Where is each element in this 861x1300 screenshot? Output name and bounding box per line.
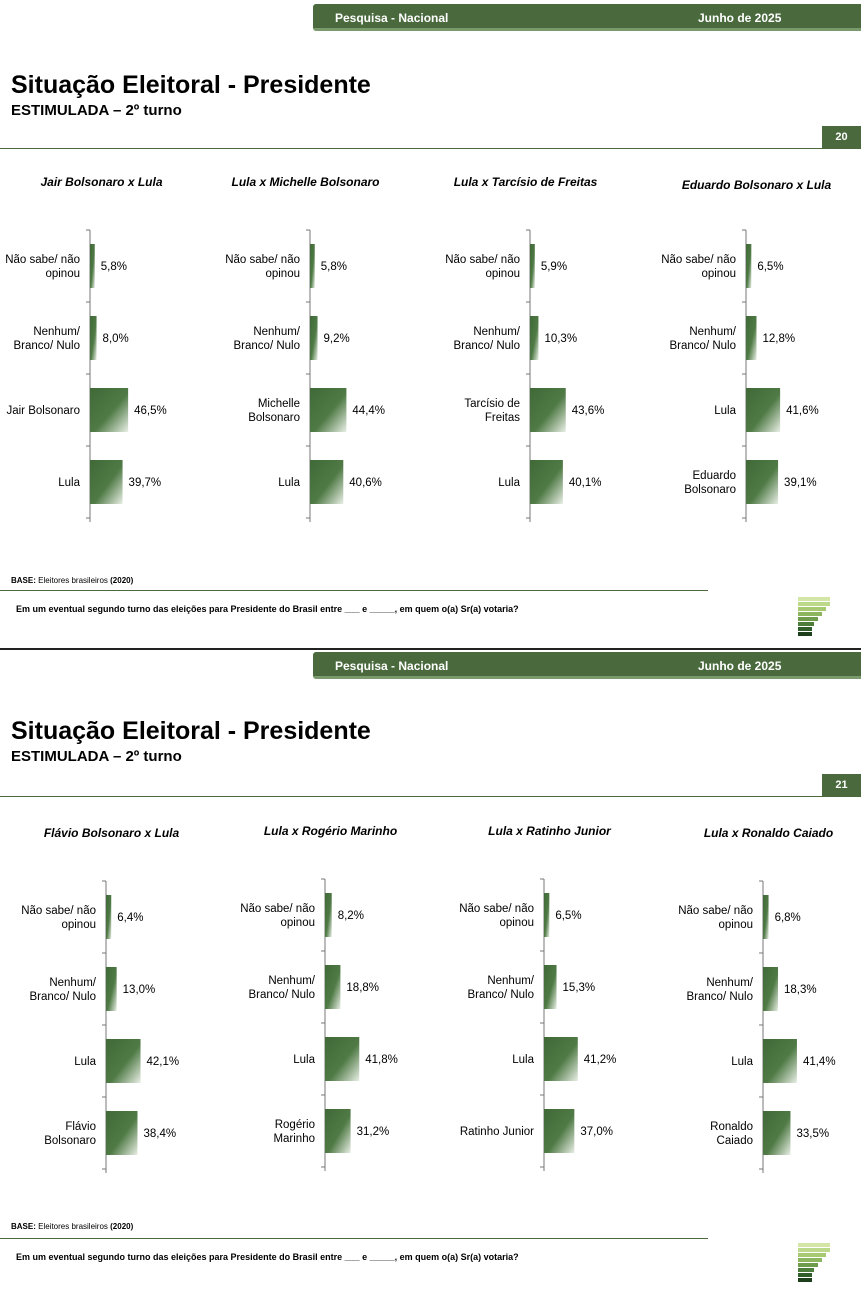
data-label: 40,6% xyxy=(349,477,382,489)
bar xyxy=(746,244,751,288)
chart-title: Eduardo Bolsonaro x Lula xyxy=(681,178,832,192)
bar xyxy=(106,1039,141,1083)
data-label: 13,0% xyxy=(122,984,156,996)
bar xyxy=(544,1037,578,1081)
category-label-line: Não sabe/ não xyxy=(459,903,534,915)
category-label xyxy=(687,977,754,1003)
category-label xyxy=(234,326,301,352)
data-label: 12,8% xyxy=(762,333,796,345)
header-bar xyxy=(313,652,861,679)
category-label xyxy=(454,326,521,352)
category-label xyxy=(445,254,520,280)
category-label xyxy=(21,905,96,931)
data-label: 5,9% xyxy=(540,261,568,273)
category-label-line: Ronaldo xyxy=(710,1121,753,1133)
category-label xyxy=(512,1054,534,1066)
header-survey-label: Pesquisa - Nacional xyxy=(335,659,449,673)
data-label: 41,6% xyxy=(786,405,819,417)
category-label-line: Jair Bolsonaro xyxy=(6,405,80,417)
logo-stripe xyxy=(798,1263,818,1267)
data-label: 5,8% xyxy=(320,261,347,273)
logo-stripe xyxy=(798,1278,812,1282)
category-label-line: Não sabe/ não xyxy=(21,905,96,917)
bar xyxy=(106,1111,137,1155)
logo-stripe xyxy=(798,622,814,626)
title-divider xyxy=(0,148,861,149)
category-label xyxy=(710,1121,753,1147)
category-label-line: Nenhum/ xyxy=(49,977,96,989)
logo-stripe xyxy=(798,627,812,631)
category-label-line: opinou xyxy=(45,268,80,280)
brand-logo xyxy=(798,1243,834,1285)
category-label-line: Lula xyxy=(512,1054,534,1066)
chart-title: Lula x Michelle Bolsonaro xyxy=(231,175,380,189)
data-label: 33,5% xyxy=(796,1128,830,1140)
bar xyxy=(90,316,97,360)
logo-stripe xyxy=(798,1268,814,1272)
bar xyxy=(530,460,563,504)
bar xyxy=(763,895,769,939)
category-label-line: Não sabe/ não xyxy=(661,254,736,266)
chart-plot xyxy=(432,879,647,1169)
data-label: 6,5% xyxy=(555,910,582,922)
data-label: 9,2% xyxy=(323,333,350,345)
category-label xyxy=(678,905,753,931)
category-label xyxy=(74,1056,96,1068)
category-label xyxy=(278,477,300,489)
category-label xyxy=(670,326,737,352)
category-label-line: Caiado xyxy=(716,1135,753,1147)
data-label: 18,3% xyxy=(784,984,817,996)
header-date: Junho de 2025 xyxy=(698,11,782,25)
chart-lula-vs-caiado xyxy=(651,826,861,1171)
category-label xyxy=(30,977,97,1003)
category-label-line: opinou xyxy=(280,917,315,929)
slide-21 xyxy=(0,650,861,1298)
brand-logo xyxy=(798,597,834,639)
category-label xyxy=(293,1054,315,1066)
data-label: 6,8% xyxy=(774,912,801,924)
category-label-line: Nenhum/ xyxy=(706,977,753,989)
category-label xyxy=(273,1119,315,1145)
category-label-line: opinou xyxy=(265,268,300,280)
bar xyxy=(530,316,538,360)
category-label-line: Bolsonaro xyxy=(44,1135,96,1147)
category-label-line: Nenhum/ xyxy=(33,326,80,338)
bar xyxy=(90,244,95,288)
category-label xyxy=(714,405,736,417)
category-label xyxy=(44,1121,96,1147)
chart-flavio-vs-lula xyxy=(0,826,209,1171)
data-label: 10,3% xyxy=(544,333,578,345)
bar xyxy=(106,895,111,939)
bar xyxy=(763,1039,797,1083)
bar xyxy=(90,388,128,432)
bar xyxy=(325,893,332,937)
chart-jair-vs-lula xyxy=(0,175,193,520)
data-label: 38,4% xyxy=(143,1128,177,1140)
category-label-line: opinou xyxy=(499,917,534,929)
category-label-line: Nenhum/ xyxy=(689,326,736,338)
category-label-line: Bolsonaro xyxy=(248,412,300,424)
category-label-line: Branco/ Nulo xyxy=(248,989,315,1001)
bar xyxy=(530,388,566,432)
chart-plot xyxy=(0,881,209,1171)
header-bar xyxy=(313,4,861,31)
bar xyxy=(746,460,778,504)
chart-plot xyxy=(634,230,849,520)
bar xyxy=(325,965,340,1009)
bar xyxy=(544,893,549,937)
chart-title: Lula x Ratinho Junior xyxy=(488,824,611,838)
bar xyxy=(106,967,117,1011)
data-label: 40,1% xyxy=(568,477,602,489)
survey-question: Em um eventual segundo turno das eleições para Presidente do Brasil entre ___ e _____, em quem o(a) Sr(a) votaria? xyxy=(16,604,519,614)
logo-stripe xyxy=(798,602,830,606)
chart-eduardo-vs-lula xyxy=(634,175,849,520)
category-label-line: Nenhum/ xyxy=(487,975,534,987)
category-label-line: Não sabe/ não xyxy=(5,254,80,266)
data-label: 44,4% xyxy=(352,405,386,417)
bar xyxy=(90,460,123,504)
data-label: 41,2% xyxy=(583,1054,617,1066)
category-label xyxy=(498,477,520,489)
chart-title: Lula x Tarcísio de Freitas xyxy=(453,175,598,189)
category-label-line: Flávio xyxy=(65,1121,96,1133)
footer-divider xyxy=(0,590,708,591)
base-note: BASE: Eleitores brasileiros (2020) xyxy=(11,576,134,585)
category-label-line: Branco/ Nulo xyxy=(453,340,520,352)
bar xyxy=(310,244,315,288)
data-label: 42,1% xyxy=(146,1056,180,1068)
category-label-line: Nenhum/ xyxy=(253,326,300,338)
category-label-line: Freitas xyxy=(484,412,520,424)
category-label xyxy=(661,254,736,280)
bar xyxy=(325,1037,359,1081)
title-divider xyxy=(0,796,861,797)
logo-stripe xyxy=(798,1243,830,1247)
chart-lula-vs-tarcisio xyxy=(418,175,633,520)
category-label-line: Lula xyxy=(498,477,520,489)
data-label: 37,0% xyxy=(580,1126,613,1138)
logo-stripe xyxy=(798,1248,830,1252)
category-label xyxy=(249,975,316,1001)
category-label-line: Não sabe/ não xyxy=(240,903,315,915)
logo-stripe xyxy=(798,1253,826,1257)
chart-plot xyxy=(198,230,413,520)
category-label xyxy=(225,254,300,280)
data-label: 41,4% xyxy=(802,1056,836,1068)
data-label: 41,8% xyxy=(365,1054,398,1066)
category-label xyxy=(248,398,300,424)
header-survey-label: Pesquisa - Nacional xyxy=(335,11,449,25)
category-label-line: Lula xyxy=(731,1056,753,1068)
category-label-line: Não sabe/ não xyxy=(225,254,300,266)
category-label xyxy=(6,405,80,417)
bar xyxy=(310,388,346,432)
data-label: 43,6% xyxy=(571,405,605,417)
category-label xyxy=(460,1126,534,1138)
category-label-line: Lula xyxy=(74,1056,96,1068)
page-subtitle: ESTIMULADA – 2º turno xyxy=(11,748,182,765)
category-label-line: Nenhum/ xyxy=(473,326,520,338)
chart-plot xyxy=(651,881,861,1171)
header-date: Junho de 2025 xyxy=(698,659,782,673)
chart-lula-vs-michelle xyxy=(198,175,413,520)
category-label-line: Branco/ Nulo xyxy=(669,340,736,352)
category-label-line: Lula xyxy=(58,477,80,489)
category-label xyxy=(14,326,81,352)
data-label: 39,7% xyxy=(128,477,162,489)
data-label: 46,5% xyxy=(134,405,167,417)
category-label-line: Nenhum/ xyxy=(268,975,315,987)
chart-title: Jair Bolsonaro x Lula xyxy=(40,175,163,189)
data-label: 6,4% xyxy=(117,912,144,924)
logo-stripe xyxy=(798,607,826,611)
category-label-line: Bolsonaro xyxy=(684,484,736,496)
bar xyxy=(325,1109,351,1153)
chart-lula-vs-ratinho xyxy=(432,824,647,1169)
category-label xyxy=(240,903,315,929)
chart-title: Lula x Ronaldo Caiado xyxy=(703,826,834,840)
chart-plot xyxy=(418,230,633,520)
logo-stripe xyxy=(798,1273,812,1277)
data-label: 31,2% xyxy=(356,1126,390,1138)
category-label-line: Branco/ Nulo xyxy=(467,989,534,1001)
bar xyxy=(310,316,318,360)
data-label: 6,5% xyxy=(757,261,784,273)
page-title: Situação Eleitoral - Presidente xyxy=(11,71,371,99)
category-label-line: Tarcísio de xyxy=(464,398,520,410)
category-label-line: opinou xyxy=(61,919,96,931)
footer-divider xyxy=(0,1238,708,1239)
category-label xyxy=(468,975,535,1001)
category-label-line: Marinho xyxy=(273,1133,315,1145)
category-label-line: Não sabe/ não xyxy=(445,254,520,266)
category-label-line: opinou xyxy=(718,919,753,931)
bar xyxy=(746,388,780,432)
bar xyxy=(763,967,778,1011)
page-subtitle: ESTIMULADA – 2º turno xyxy=(11,102,182,119)
category-label xyxy=(5,254,80,280)
category-label-line: Lula xyxy=(293,1054,315,1066)
category-label xyxy=(731,1056,753,1068)
bar xyxy=(544,965,557,1009)
bar xyxy=(544,1109,574,1153)
data-label: 15,3% xyxy=(562,982,596,994)
category-label xyxy=(58,477,80,489)
base-note: BASE: Eleitores brasileiros (2020) xyxy=(11,1222,134,1231)
chart-title: Lula x Rogério Marinho xyxy=(263,824,398,838)
category-label-line: Branco/ Nulo xyxy=(686,991,753,1003)
category-label-line: Branco/ Nulo xyxy=(13,340,80,352)
bar xyxy=(763,1111,790,1155)
bar xyxy=(746,316,756,360)
bar xyxy=(310,460,343,504)
category-label-line: Lula xyxy=(714,405,736,417)
data-label: 8,0% xyxy=(102,333,129,345)
category-label-line: Não sabe/ não xyxy=(678,905,753,917)
category-label-line: Branco/ Nulo xyxy=(233,340,300,352)
logo-stripe xyxy=(798,632,812,636)
bar xyxy=(530,244,535,288)
page-title: Situação Eleitoral - Presidente xyxy=(11,717,371,745)
chart-plot xyxy=(0,230,193,520)
page-number: 21 xyxy=(822,774,861,796)
category-label-line: opinou xyxy=(485,268,520,280)
chart-lula-vs-rogerio xyxy=(213,824,428,1169)
page-number: 20 xyxy=(822,126,861,148)
category-label-line: Ratinho Junior xyxy=(459,1126,534,1138)
category-label-line: opinou xyxy=(701,268,736,280)
data-label: 18,8% xyxy=(346,982,380,994)
survey-question: Em um eventual segundo turno das eleições para Presidente do Brasil entre ___ e _____, em quem o(a) Sr(a) votaria? xyxy=(16,1252,519,1262)
category-label xyxy=(459,903,534,929)
chart-plot xyxy=(213,879,428,1169)
category-label-line: Lula xyxy=(278,477,300,489)
logo-stripe xyxy=(798,1258,822,1262)
category-label-line: Branco/ Nulo xyxy=(29,991,96,1003)
data-label: 5,8% xyxy=(100,261,127,273)
logo-stripe xyxy=(798,617,818,621)
data-label: 8,2% xyxy=(337,910,364,922)
category-label xyxy=(684,470,736,496)
chart-title: Flávio Bolsonaro x Lula xyxy=(43,826,180,840)
category-label-line: Eduardo xyxy=(692,470,736,482)
category-label-line: Rogério xyxy=(274,1119,315,1131)
category-label xyxy=(464,398,520,424)
data-label: 39,1% xyxy=(784,477,817,489)
logo-stripe xyxy=(798,612,822,616)
category-label-line: Michelle xyxy=(257,398,300,410)
logo-stripe xyxy=(798,597,830,601)
slide-20 xyxy=(0,0,861,648)
